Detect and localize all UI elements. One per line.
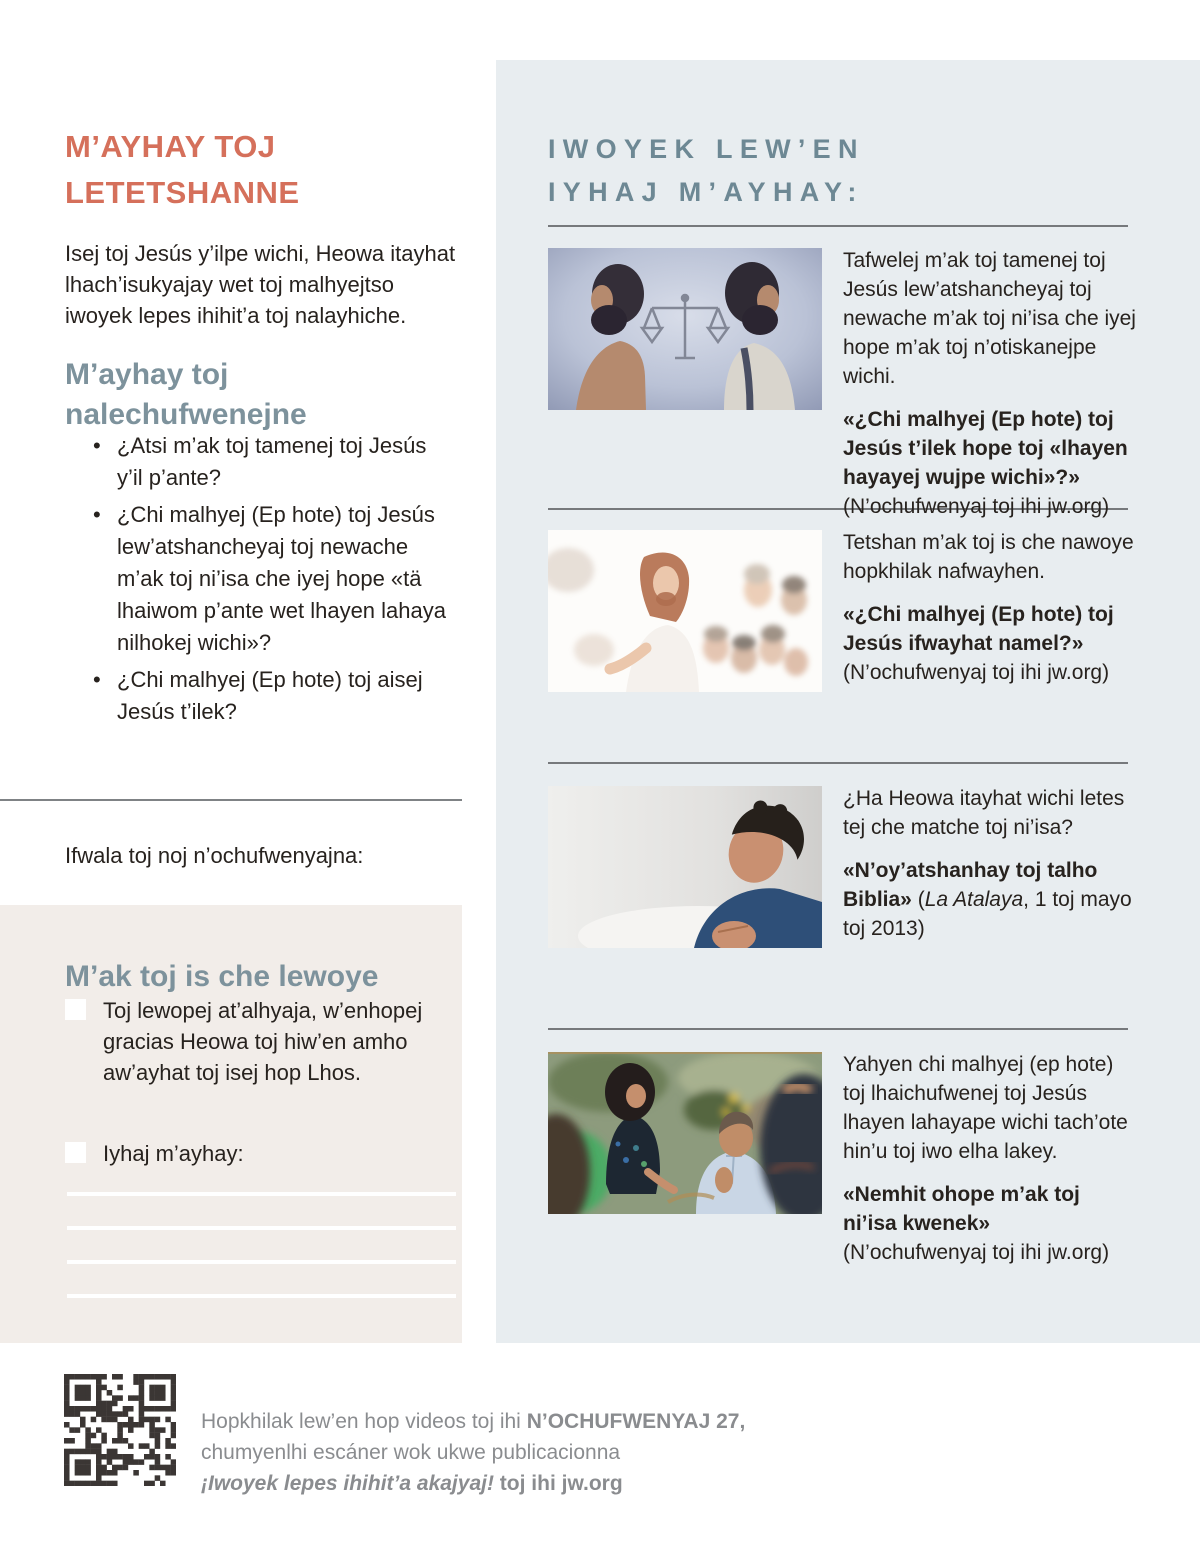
item-reference: «Nemhit ohope m’ak toj ni’isa kwenek» (N’ochufwenyaj toj ihi jw.org)	[843, 1183, 1110, 1264]
panel-item	[843, 784, 1139, 943]
write-line	[67, 1226, 456, 1230]
qr-code	[64, 1374, 176, 1486]
checkbox[interactable]	[65, 999, 86, 1020]
divider	[0, 799, 462, 801]
two-men-back-to-back-with-scales-illustration	[548, 248, 822, 410]
review-label: Ifwala toj noj n’ochufwenyajna:	[65, 843, 364, 868]
goals-heading: M’ak toj is che lewoye	[65, 959, 379, 993]
intro-paragraph: Isej toj Jesús y’ilpe wichi, Heowa itayhat lhach’isukyajay wet toj malhyejtso iwoyek lepes ihihit’a toj nalayhiche.	[65, 241, 456, 328]
item-body: ¿Ha Heowa itayhat wichi letes tej che matche toj ni’isa?	[843, 787, 1125, 839]
footer-note	[201, 1406, 771, 1499]
question-item: • ¿Chi malhyej (Ep hote) toj aisej Jesús t’ilek?	[65, 664, 457, 728]
footer-line-1: Hopkhilak lew’en hop videos toj ihi N’OCHUFWENYAJ 27,	[201, 1410, 746, 1433]
panel-item	[843, 246, 1139, 521]
goal-item	[65, 995, 428, 1088]
goal-label: Toj lewopej at’alhyaja, w’enhopej gracias Heowa toj hiw’en amho aw’ayhat toj isej hop Lhos.	[103, 998, 423, 1085]
page-title: M’AYHAY TOJ LETETSHANNE	[65, 128, 300, 210]
write-line	[67, 1192, 456, 1196]
write-line	[67, 1294, 456, 1298]
question-item: • ¿Atsi m’ak toj tamenej toj Jesús y’il p’ante?	[65, 430, 457, 494]
item-reference: «¿Chi malhyej (Ep hote) toj Jesús t’ilek hope toj «lhayen hayayej wujpe wichi»?» (N’ochufwenyaj toj ihi jw.org)	[843, 408, 1128, 518]
section-divider	[548, 225, 1128, 227]
item-reference: «¿Chi malhyej (Ep hote) toj Jesús ifwayhat namel?» (N’ochufwenyaj toj ihi jw.org)	[843, 603, 1114, 684]
question-list	[65, 430, 457, 733]
reference-title: «N’oy’atshanhay toj talho Biblia»	[843, 859, 1098, 911]
item-body: Tetshan m’ak toj is che nawoye hopkhilak nafwayhen.	[843, 531, 1134, 583]
panel-heading: IWOYEK LEW’EN IYHAJ M’AYHAY:	[548, 134, 865, 208]
question-item: • ¿Chi malhyej (Ep hote) toj Jesús lew’atshancheyaj toj newache m’ak toj ni’isa che iyej hope «tä lhaiwom p’ante wet lhayen lahaya nilhokej wichi»?	[65, 499, 457, 659]
checkbox[interactable]	[65, 1142, 86, 1163]
panel-item	[843, 1050, 1139, 1267]
section-divider	[548, 762, 1128, 764]
reference-title: «¿Chi malhyej (Ep hote) toj Jesús ifwayhat namel?»	[843, 603, 1114, 655]
section-divider	[548, 1028, 1128, 1030]
jesus-with-people-collage-illustration	[548, 530, 822, 692]
panel-item	[843, 528, 1139, 687]
goals-box	[0, 905, 462, 1343]
goal-item	[65, 1138, 428, 1169]
item-body: Yahyen chi malhyej (ep hote) toj lhaichufwenej toj Jesús lhayen lahayape wichi tach’ote hin’u toj iwo elha lakey.	[843, 1053, 1128, 1163]
study-questions-heading: M’ayhay toj nalechufwenejne	[65, 357, 307, 431]
more-to-watch-panel	[496, 60, 1200, 1343]
reference-title: «Nemhit ohope m’ak toj ni’isa kwenek»	[843, 1183, 1080, 1235]
write-line	[67, 1260, 456, 1264]
man-praying-photo	[548, 786, 822, 948]
footer-line-3: ¡Iwoyek lepes ihihit’a akajyaj! toj ihi jw.org	[201, 1472, 623, 1495]
family-conversation-photo	[548, 1052, 822, 1214]
item-body: Tafwelej m’ak toj tamenej toj Jesús lew’atshancheyaj toj newache m’ak toj ni’isa che iyej hope m’ak toj n’otiskanejpe wichi.	[843, 249, 1136, 388]
goal-label: Iyhaj m’ayhay:	[103, 1141, 244, 1166]
item-reference: «N’oy’atshanhay toj talho Biblia» (La Atalaya, 1 toj mayo toj 2013)	[843, 859, 1132, 940]
reference-title: «¿Chi malhyej (Ep hote) toj Jesús t’ilek hope toj «lhayen hayayej wujpe wichi»?»	[843, 408, 1128, 489]
footer-line-2: chumyenlhi escáner wok ukwe publicacionna	[201, 1441, 621, 1464]
